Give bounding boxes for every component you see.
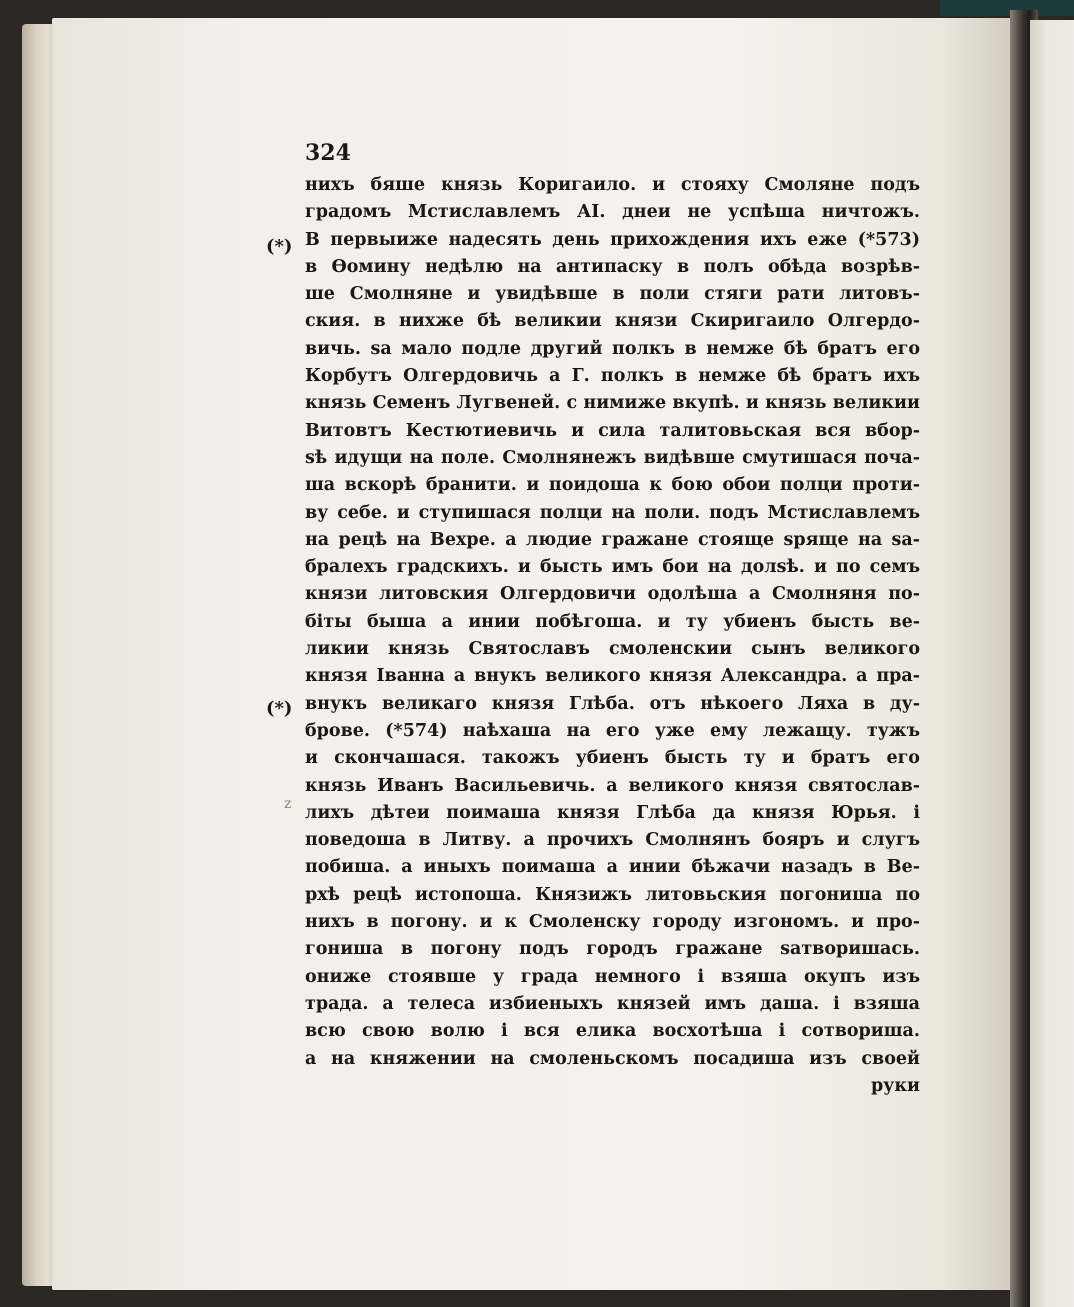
text-line: трада. а телеса избиеныхъ князей имъ даша. i взяша [305,993,920,1014]
catchword: руки [870,1075,920,1096]
text-line: ше Смолняне и увидѣвше в поли стяги рати литовъ- [305,284,920,305]
body-text [305,172,920,1100]
text-line: ския. в нихже бѣ великии князи Скиригаило Олгердо- [305,311,920,332]
text-line: В первыиже надесять день прихождения ихъ еже (*573) [305,229,920,250]
text-line: князя Iванна а внукъ великого князя Александра. а пра- [305,666,920,687]
text-line: нихъ в погону. и к Смоленску городу изгономъ. и про- [305,912,920,933]
text-line: ониже стоявше у града немного i взяша окупъ изъ [305,966,920,987]
text-line: гониша в погону подъ городъ гражане ѕатворишась. [305,939,920,960]
text-line: ша вскорѣ бранити. и поидоша к бою обои полци проти- [305,475,920,496]
text-line: Корбутъ Олгердовичь а Г. полкъ в немже бѣ братъ ихъ [305,366,920,387]
text-line: князи литовския Олгердовичи одолѣша а Смолняня по- [305,584,920,605]
page-number: 324 [305,140,351,166]
text-line: лихъ дѣтеи поимаша князя Глѣба да князя Юрья. i [305,802,920,823]
text-line: рхѣ рецѣ истопоша. Князижъ литовьския погониша по [305,884,920,905]
text-line: нихъ бяше князь Коригаило. и стояху Смоляне подъ [305,175,920,195]
text-line: князь Иванъ Васильевичь. а великого князя святослав- [305,775,920,796]
text-line: вичь. ѕа мало подле другий полкъ в немже бѣ братъ его [305,338,920,359]
text-line: градомъ Мстиславлемъ АI. днеи не успѣша ничтожъ. [305,202,920,223]
marginal-note-asterisk: (*) [266,236,293,257]
text-line: Витовтъ Кестютиевичь и сила талитовьская вся вбор- [305,420,920,441]
background-strip [940,0,1074,16]
text-line: побиша. а иныхъ поимаша а инии бѣжачи назадъ в Ве- [305,857,920,878]
text-line: внукъ великаго князя Глѣба. отъ нѣкоего Ляха в ду- [305,693,920,714]
text-line: на рецѣ на Вехре. а людие гражане стояще ѕряще на ѕа- [305,529,920,550]
text-line: бралехъ градскихъ. и бысть имъ бои на долѕѣ. и по семъ [305,557,920,578]
facing-page-edge [1030,20,1074,1307]
text-line: ликии князь Святославъ смоленскии сынъ великого [305,639,920,660]
text-line: брове. (*574) наѣхаша на его уже ему лежащу. тужъ [305,720,920,741]
page-edges [22,24,56,1286]
text-line: ѕѣ идущи на поле. Смолнянежъ видѣвше смутишася поча- [305,447,920,468]
stray-pencil-mark: z [284,796,292,812]
marginal-note-asterisk: (*) [266,698,293,719]
text-line: и скончашася. такожъ убиенъ бысть ту и братъ его [305,748,920,769]
text-line: поведоша в Литву. а прочихъ Смолнянъ бояръ и слугъ [305,830,920,851]
text-line: в Ѳомину недѣлю на антипаску в полъ обѣда возрѣв- [305,256,920,277]
text-line: ву себе. и ступишася полци на поли. подъ Мстиславлемъ [305,502,920,523]
text-line: бiты быша а инии побѣгоша. и ту убиенъ бысть ве- [305,611,920,632]
text-line: всю свою волю i вся елика восхотѣша i сотвориша. [305,1021,920,1042]
text-line: а на княжении на смоленьскомъ посадиша изъ своей [305,1048,920,1069]
text-line: князь Семенъ Лугвеней. с нимиже вкупѣ. и князь великии [305,393,920,414]
